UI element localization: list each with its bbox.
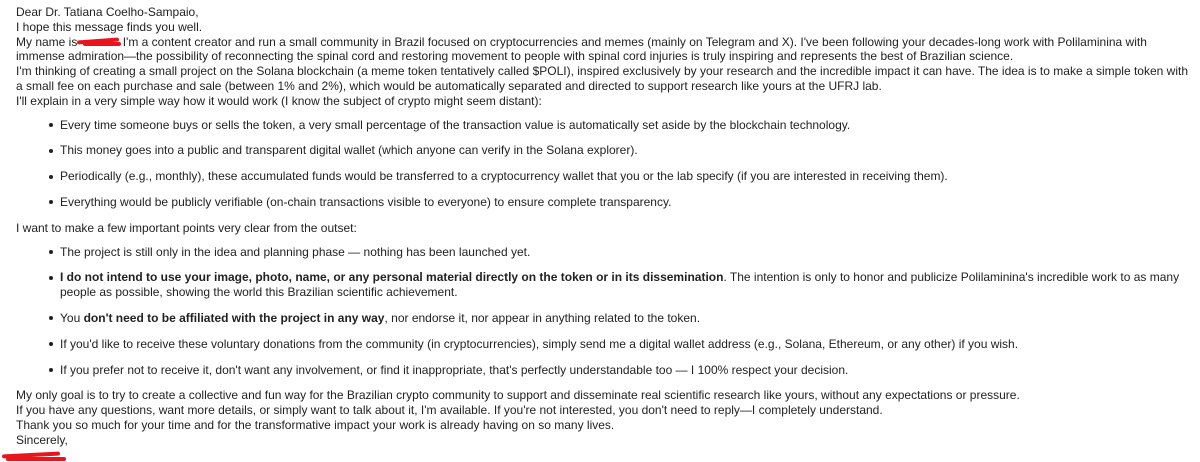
goal-paragraph: My only goal is to try to create a collective and fun way for the Brazilian crypto community to support and disseminate real scientific research like yours, without any expectations or pressure.	[16, 388, 1020, 403]
list-item: I do not intend to use your image, photo, name, or any personal material directly on the token or in its dissemination. The intention is only to honor and publicize Polilaminina's incredible work to as many people as possible, showing the world this Brazilian scientific achievement.	[16, 270, 1196, 300]
greeting: Dear Dr. Tatiana Coelho-Sampaio,	[16, 5, 199, 19]
list-item: Everything would be publicly verifiable (on-chain transactions visible to everyone) to ensure complete transparency.	[16, 195, 1196, 210]
how-it-works-list	[16, 118, 1196, 210]
idea-paragraph: I'm thinking of creating a small project on the Solana blockchain (a meme token tentatively called $POLI), inspired exclusively by your research and the incredible impact it can have. The idea is to make a simple token with a small fee on each purchase and sale (between 1% and 2%), which would be automatically separated and directed to support research like yours at the UFRJ lab.	[16, 64, 1188, 93]
list-item: You don't need to be affiliated with the project in any way, nor endorse it, nor appear in anything related to the token.	[16, 311, 1196, 326]
bold-statement: don't need to be affiliated with the project in any way	[83, 310, 385, 325]
list-item: This money goes into a public and transparent digital wallet (which anyone can verify in the Solana explorer).	[16, 143, 1196, 158]
list-item: The project is still only in the idea and planning phase — nothing has been launched yet.	[16, 245, 1196, 260]
redacted-signature	[2, 452, 60, 462]
list-item: Every time someone buys or sells the token, a very small percentage of the transaction value is automatically set aside by the blockchain technology.	[16, 118, 1196, 133]
questions-paragraph: If you have any questions, want more details, or simply want to talk about it, I'm available. If you're not interested, you don't need to reply—I completely understand.	[16, 403, 883, 418]
intro-paragraph	[16, 35, 1196, 65]
closing: Sincerely,	[16, 432, 68, 447]
intro-rest: I'm a content creator and run a small community in Brazil focused on cryptocurrencies and memes (mainly on Telegram and X). I've been following your decades-long work with Polilaminina with immense admiration—the possibility of reconnecting the spinal cord and restoring movement to people with spinal cord injuries is truly inspiring and represents the best of Brazilian science.	[16, 34, 1147, 64]
explain-line: I'll explain in a very simple way how it would work (I know the subject of crypto might seem distant):	[16, 93, 542, 108]
redacted-name	[77, 38, 119, 47]
list-item: If you'd like to receive these voluntary donations from the community (in cryptocurrencies), simply send me a digital wallet address (e.g., Solana, Ethereum, or any other) if you wish.	[16, 337, 1196, 352]
bold-statement: I do not intend to use your image, photo, name, or any personal material directly on the token or in its dissemination	[60, 270, 724, 285]
list-item: If you prefer not to receive it, don't want any involvement, or find it inappropriate, that's perfectly understandable too — I 100% respect your decision.	[16, 363, 1196, 378]
important-points-list	[16, 245, 1196, 378]
thanks-paragraph: Thank you so much for your time and for the transformative impact your work is already having on so many lives.	[16, 417, 615, 432]
intro-prefix: My name is	[16, 34, 78, 49]
list-item: Periodically (e.g., monthly), these accumulated funds would be transferred to a cryptocurrency wallet that you or the lab specify (if you are interested in receiving them).	[16, 169, 1196, 184]
points-intro: I want to make a few important points very clear from the outset:	[16, 220, 357, 235]
opening-line: I hope this message finds you well.	[16, 19, 203, 34]
